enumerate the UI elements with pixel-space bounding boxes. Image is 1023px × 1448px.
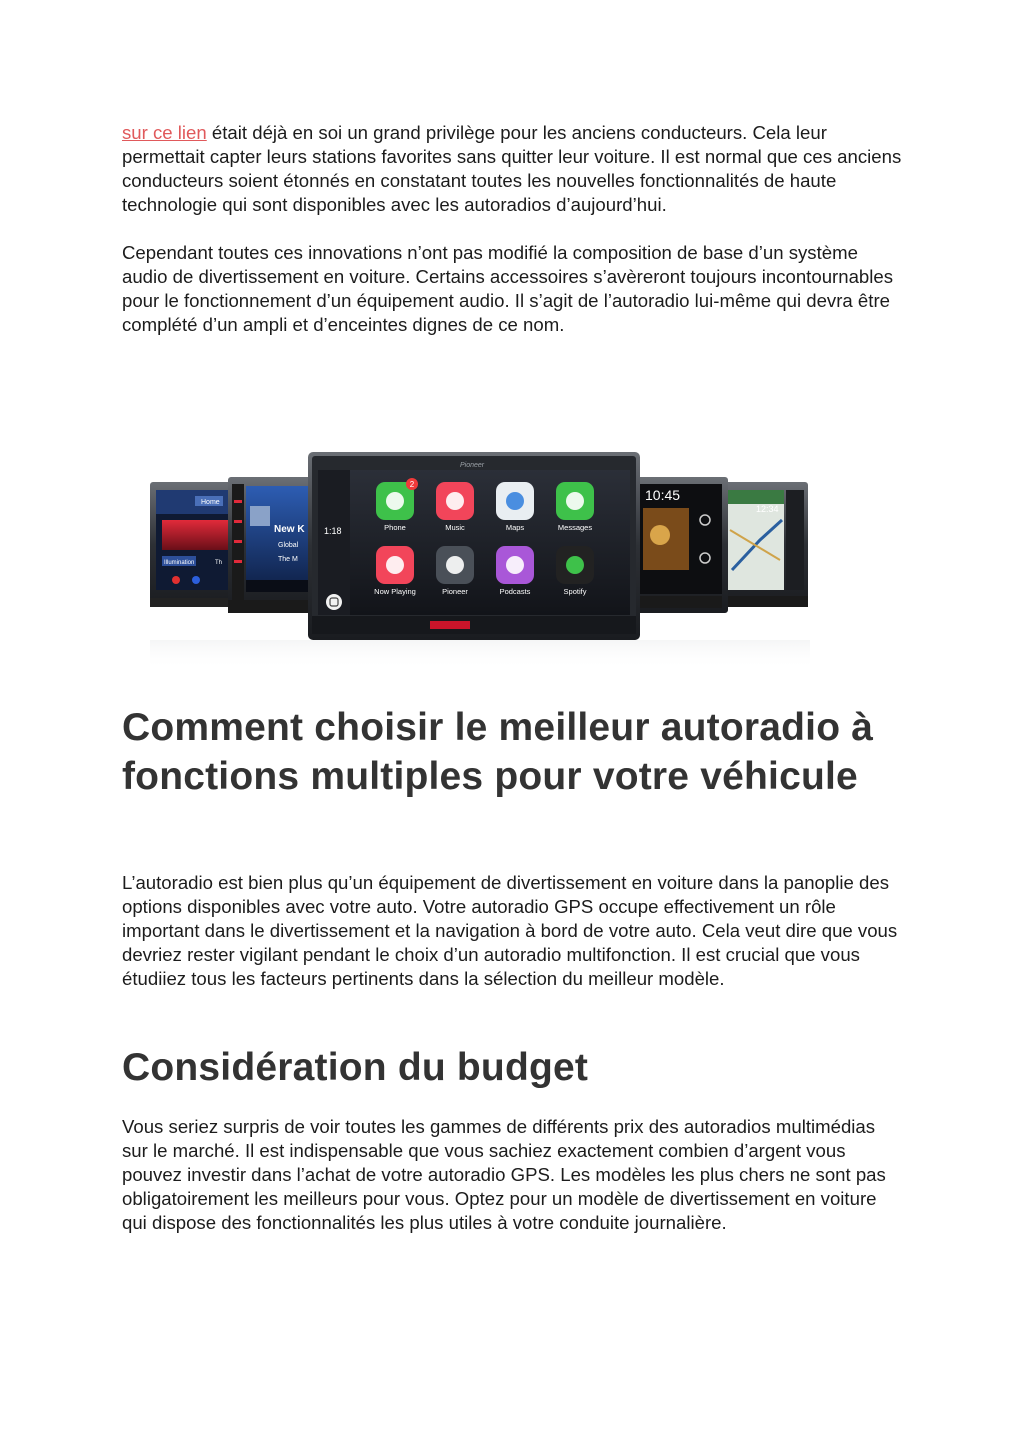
intro-paragraph-1: [122, 121, 902, 217]
svg-text:Th: Th: [215, 560, 223, 566]
center-unit: [308, 452, 640, 640]
section-heading-choose: Comment choisir le meilleur autoradio à fonctions multiples pour votre véhicule: [122, 706, 874, 798]
svg-text:New K: New K: [274, 524, 305, 535]
app-label: Spotify: [563, 587, 587, 596]
source-link[interactable]: sur ce lien: [122, 122, 207, 143]
podcasts-icon: [496, 546, 534, 596]
app-label: Music: [445, 523, 465, 532]
right-unit-2: [720, 482, 808, 607]
intro-section: [122, 121, 902, 337]
svg-text:1:18: 1:18: [324, 526, 342, 536]
svg-text:Pioneer: Pioneer: [460, 462, 485, 469]
app-label: Now Playing: [374, 587, 416, 596]
svg-text:Home: Home: [201, 499, 220, 506]
app-label: Podcasts: [499, 587, 531, 596]
messages-icon: [556, 482, 594, 532]
app-label: Maps: [505, 523, 525, 532]
intro-paragraph-2: Cependant toutes ces innovations n’ont pas modifié la composition de base d’un système audio de divertissement en voiture. Certains accessoires s’avèreront toujours incontournables pour le fonctionnement d’un équipement audio. Il s’agit de l’autoradio lui-même qui devra être complété d’un ampli et d’enceintes dignes de ce nom.: [122, 242, 894, 335]
app-label: Phone: [384, 523, 406, 532]
app-label: Messages: [557, 523, 593, 532]
section-heading-budget: Considération du budget: [122, 1046, 589, 1089]
svg-text:10:45: 10:45: [645, 487, 681, 503]
intro-paragraph-1-text: était déjà en soi un grand privilège pour les anciens conducteurs. Cela leur permettait capter leurs stations favorites sans quitter leur voiture. Il est normal que ces anciens conducteurs soient étonnés en constatant toutes les nouvelles fonctionnalités de haute technologie qui sont disponibles avec les autoradios d’aujourd’hui.: [122, 122, 902, 215]
left-unit-2: [228, 477, 316, 613]
left-unit-1: [150, 482, 238, 607]
section-paragraph-choose: L’autoradio est bien plus qu’un équipement de divertissement en voiture dans la panoplie des options disponibles avec votre auto. Votre autoradio GPS occupe effectivement un rôle important dans le divertissement et la navigation à bord de votre auto. Cela veut dire que vous devriez rester vigilant pendant le choix d’un autoradio multifonction. Il est crucial que vous étudiiez tous les facteurs pertinents dans la sélection du meilleur modèle.: [122, 872, 898, 989]
notification-badge-count: 2: [409, 480, 415, 489]
svg-text:12:34: 12:34: [756, 504, 779, 514]
app-label: Pioneer: [442, 587, 468, 596]
svg-text:Global: Global: [278, 542, 299, 549]
car-stereo-product-image: [140, 440, 820, 675]
right-unit-1: [634, 477, 728, 613]
svg-text:Illumination: Illumination: [164, 560, 195, 566]
section-paragraph-budget: Vous seriez surpris de voir toutes les gammes de différents prix des autoradios multimédias sur le marché. Il est indispensable que vous sachiez exactement combien d’argent vous pouvez investir dans l’achat de votre autoradio GPS. Les modèles les plus chers ne sont pas obligatoirement les meilleurs pour vous. Optez pour un modèle de divertissement en voiture qui dispose des fonctionnalités les plus utiles à votre conduite journalière.: [122, 1116, 886, 1233]
svg-text:The M: The M: [278, 556, 298, 563]
now-playing-icon: [374, 546, 416, 596]
